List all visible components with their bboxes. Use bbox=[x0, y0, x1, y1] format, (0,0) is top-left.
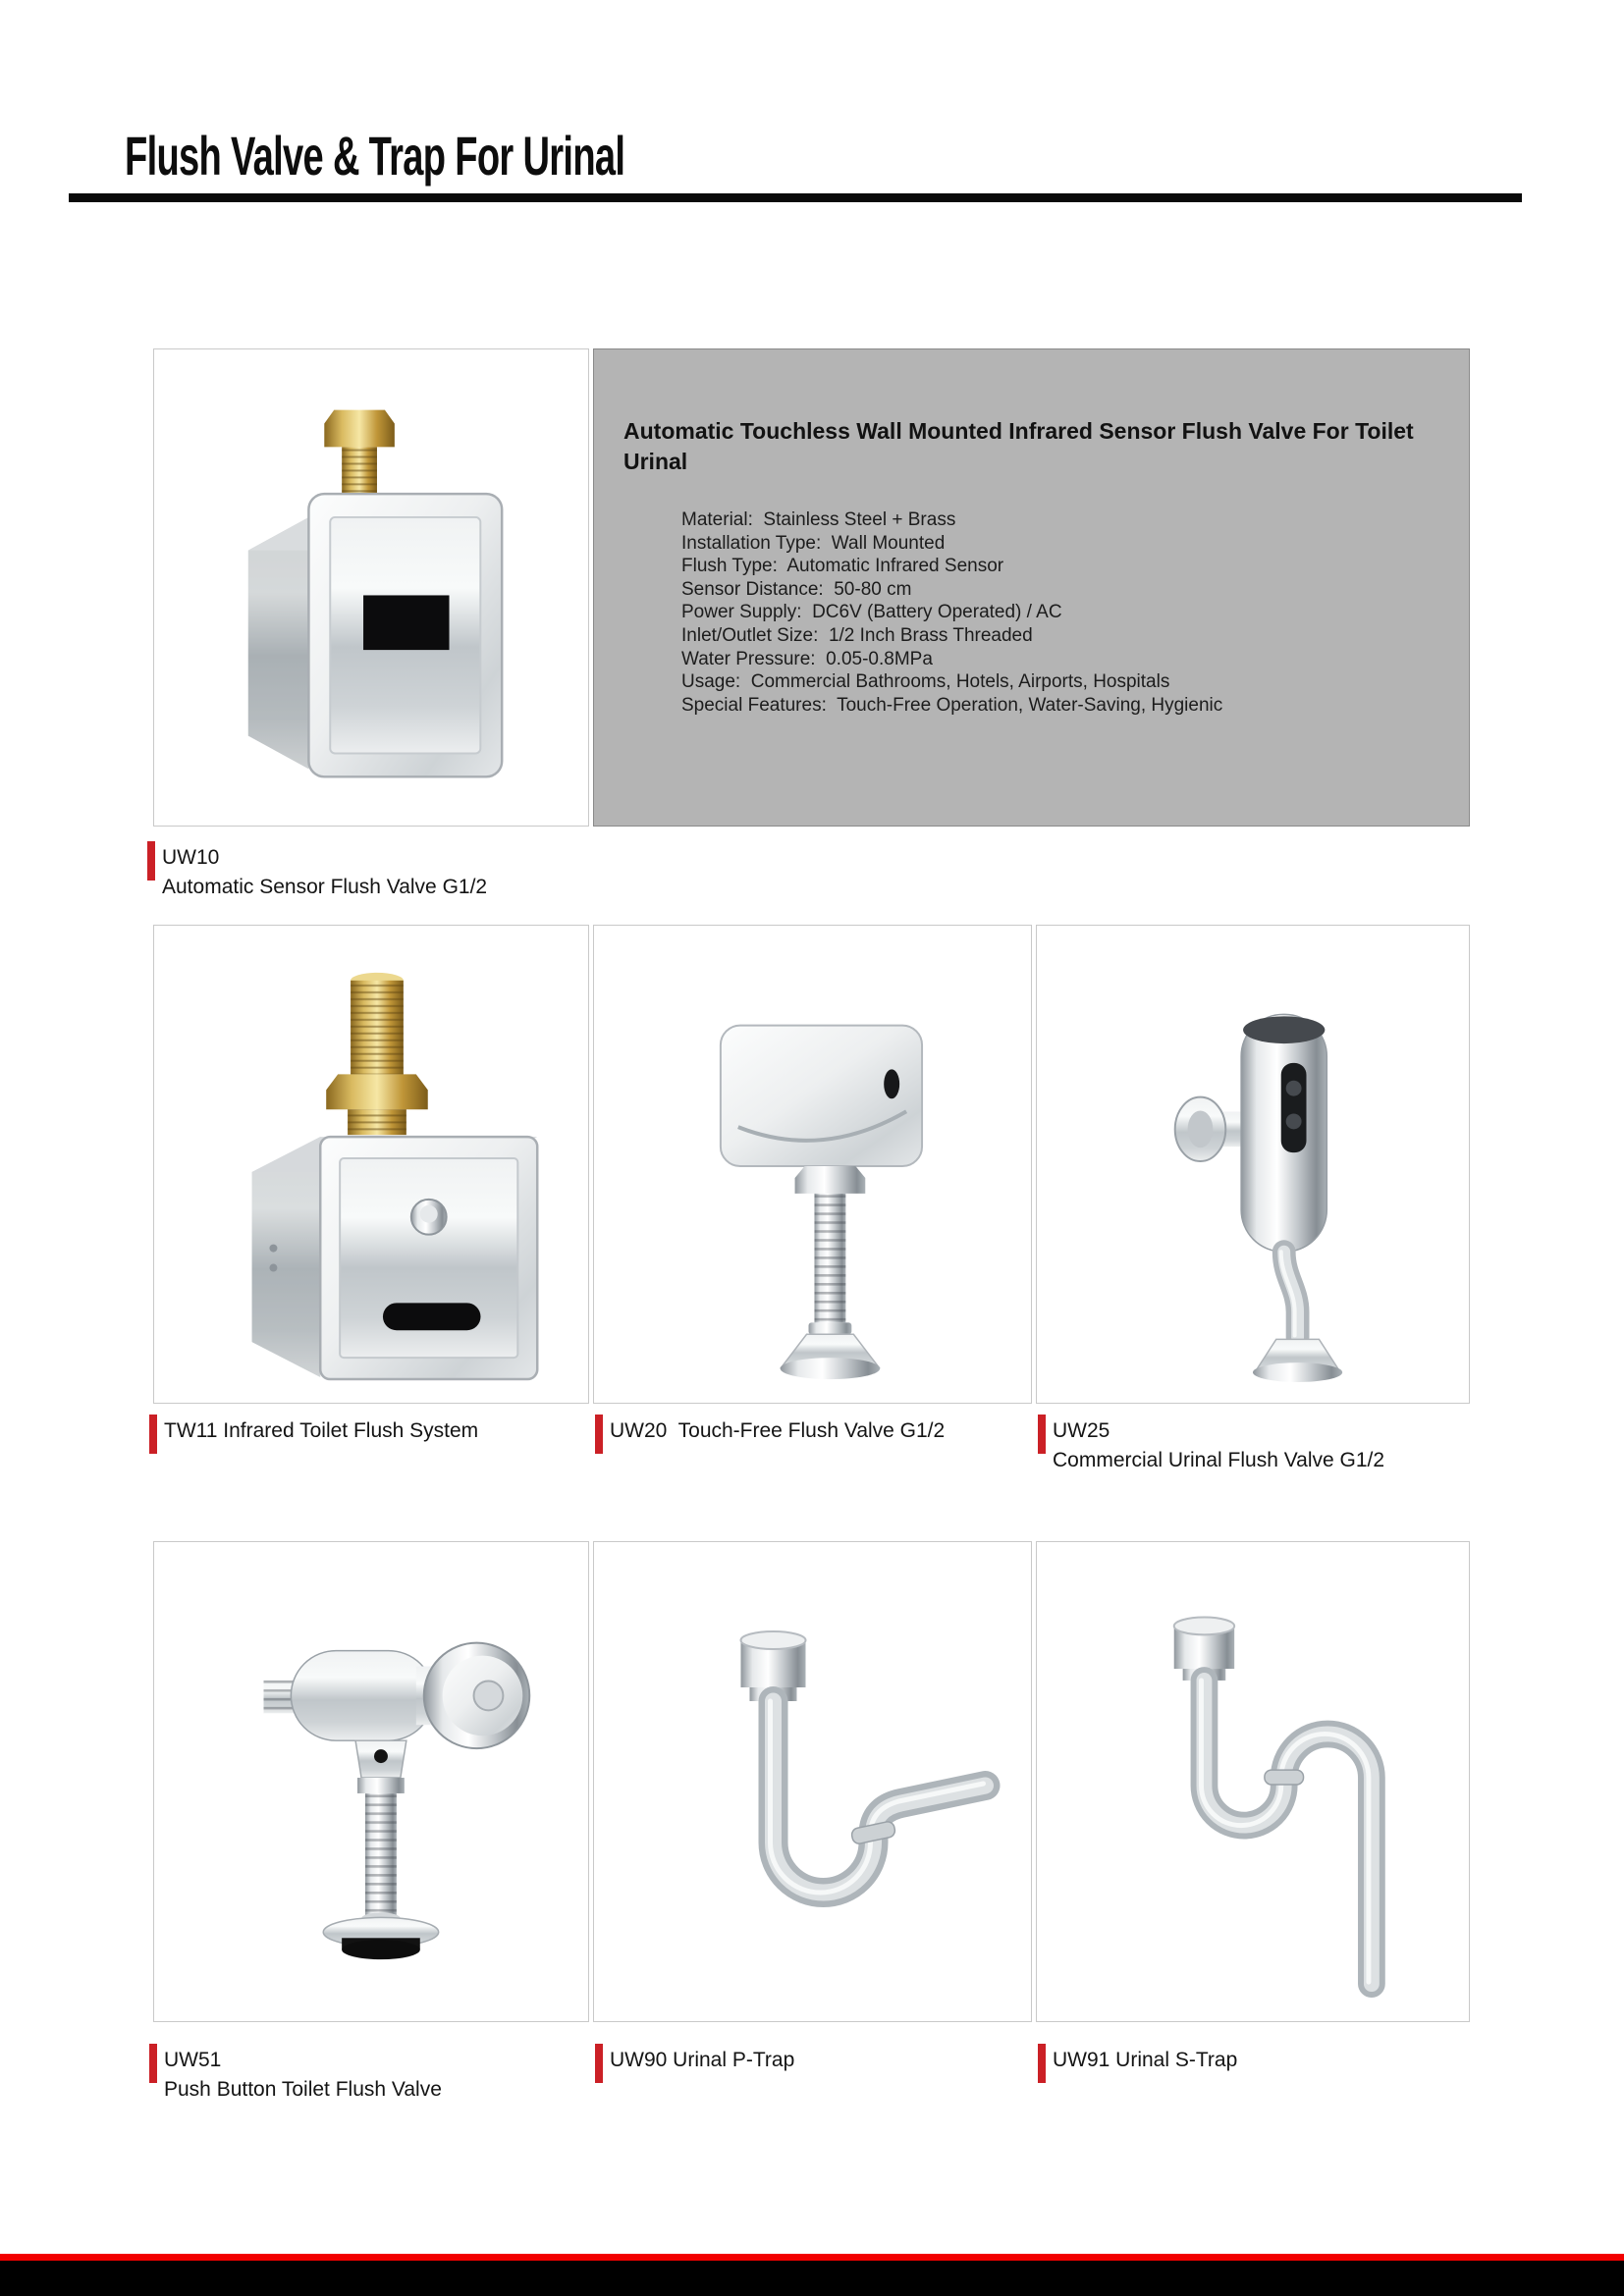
sensor-window bbox=[363, 595, 449, 650]
spec-special-features: Special Features: Touch-Free Operation, Water-Saving, Hygienic bbox=[681, 694, 1223, 716]
caption-line1: UW90 Urinal P-Trap bbox=[610, 2049, 795, 2071]
uw90-product-photo bbox=[593, 1541, 1032, 2022]
caption-accent-bar bbox=[595, 2044, 603, 2083]
product-caption-tw11 bbox=[149, 1415, 478, 1454]
uw51-product-image bbox=[154, 1542, 588, 2021]
caption-accent-bar bbox=[595, 1415, 603, 1454]
caption-line2: Push Button Toilet Flush Valve bbox=[164, 2077, 442, 2101]
caption-accent-bar bbox=[1038, 2044, 1046, 2083]
caption-line1: UW51 bbox=[164, 2049, 222, 2071]
uw51-product-photo bbox=[153, 1541, 589, 2022]
caption-accent-bar bbox=[149, 1415, 157, 1454]
featured-info-panel bbox=[593, 348, 1470, 827]
spec-sensor-distance: Sensor Distance: 50-80 cm bbox=[681, 578, 912, 600]
uw10-product-photo bbox=[153, 348, 589, 827]
uw25-product-image bbox=[1037, 926, 1469, 1403]
uw20-product-image bbox=[594, 926, 1031, 1403]
caption-line2: Commercial Urinal Flush Valve G1/2 bbox=[1053, 1448, 1385, 1471]
spec-power-supply: Power Supply: DC6V (Battery Operated) / AC bbox=[681, 602, 1062, 623]
spec-usage: Usage: Commercial Bathrooms, Hotels, Airports, Hospitals bbox=[681, 671, 1170, 693]
sensor-window bbox=[1281, 1063, 1307, 1152]
caption-accent-bar bbox=[149, 2044, 157, 2083]
spec-material: Material: Stainless Steel + Brass bbox=[681, 509, 956, 530]
page-title: Flush Valve & Trap For Urinal bbox=[125, 125, 625, 187]
product-caption-uw91 bbox=[1038, 2044, 1237, 2083]
spec-water-pressure: Water Pressure: 0.05-0.8MPa bbox=[681, 648, 933, 669]
spec-installation-type: Installation Type: Wall Mounted bbox=[681, 532, 946, 554]
caption-line1: UW20 Touch-Free Flush Valve G1/2 bbox=[610, 1419, 946, 1442]
uw10-product-image bbox=[154, 349, 588, 826]
caption-code: UW10 bbox=[162, 846, 220, 869]
product-caption-uw25 bbox=[1038, 1415, 1384, 1474]
product-caption-uw90 bbox=[595, 2044, 794, 2083]
footer-black-bar bbox=[0, 2261, 1624, 2296]
sensor-window bbox=[884, 1069, 899, 1098]
tw11-product-image bbox=[154, 926, 588, 1403]
tw11-product-photo bbox=[153, 925, 589, 1404]
uw91-product-image bbox=[1037, 1542, 1469, 2021]
spec-inlet-outlet-size: Inlet/Outlet Size: 1/2 Inch Brass Threaded bbox=[681, 624, 1033, 646]
caption-line1: UW25 bbox=[1053, 1419, 1110, 1442]
spec-list bbox=[681, 508, 1435, 717]
featured-info-title: Automatic Touchless Wall Mounted Infrared Sensor Flush Valve For Toilet Urinal bbox=[623, 418, 1414, 474]
product-caption-uw20 bbox=[595, 1415, 945, 1454]
caption-name: Automatic Sensor Flush Valve G1/2 bbox=[162, 875, 488, 898]
product-caption-uw51 bbox=[149, 2044, 442, 2104]
sensor-window bbox=[383, 1303, 481, 1330]
uw91-product-photo bbox=[1036, 1541, 1470, 2022]
caption-accent-bar bbox=[1038, 1415, 1046, 1454]
uw90-product-image bbox=[594, 1542, 1031, 2021]
uw20-product-photo bbox=[593, 925, 1032, 1404]
title-underline bbox=[69, 193, 1522, 202]
caption-line1: UW91 Urinal S-Trap bbox=[1053, 2049, 1238, 2071]
spec-flush-type: Flush Type: Automatic Infrared Sensor bbox=[681, 556, 1004, 577]
footer-red-stripe bbox=[0, 2254, 1624, 2261]
caption-line1: TW11 Infrared Toilet Flush System bbox=[164, 1419, 479, 1442]
product-caption-uw10 bbox=[147, 841, 487, 901]
uw25-product-photo bbox=[1036, 925, 1470, 1404]
caption-accent-bar bbox=[147, 841, 155, 881]
